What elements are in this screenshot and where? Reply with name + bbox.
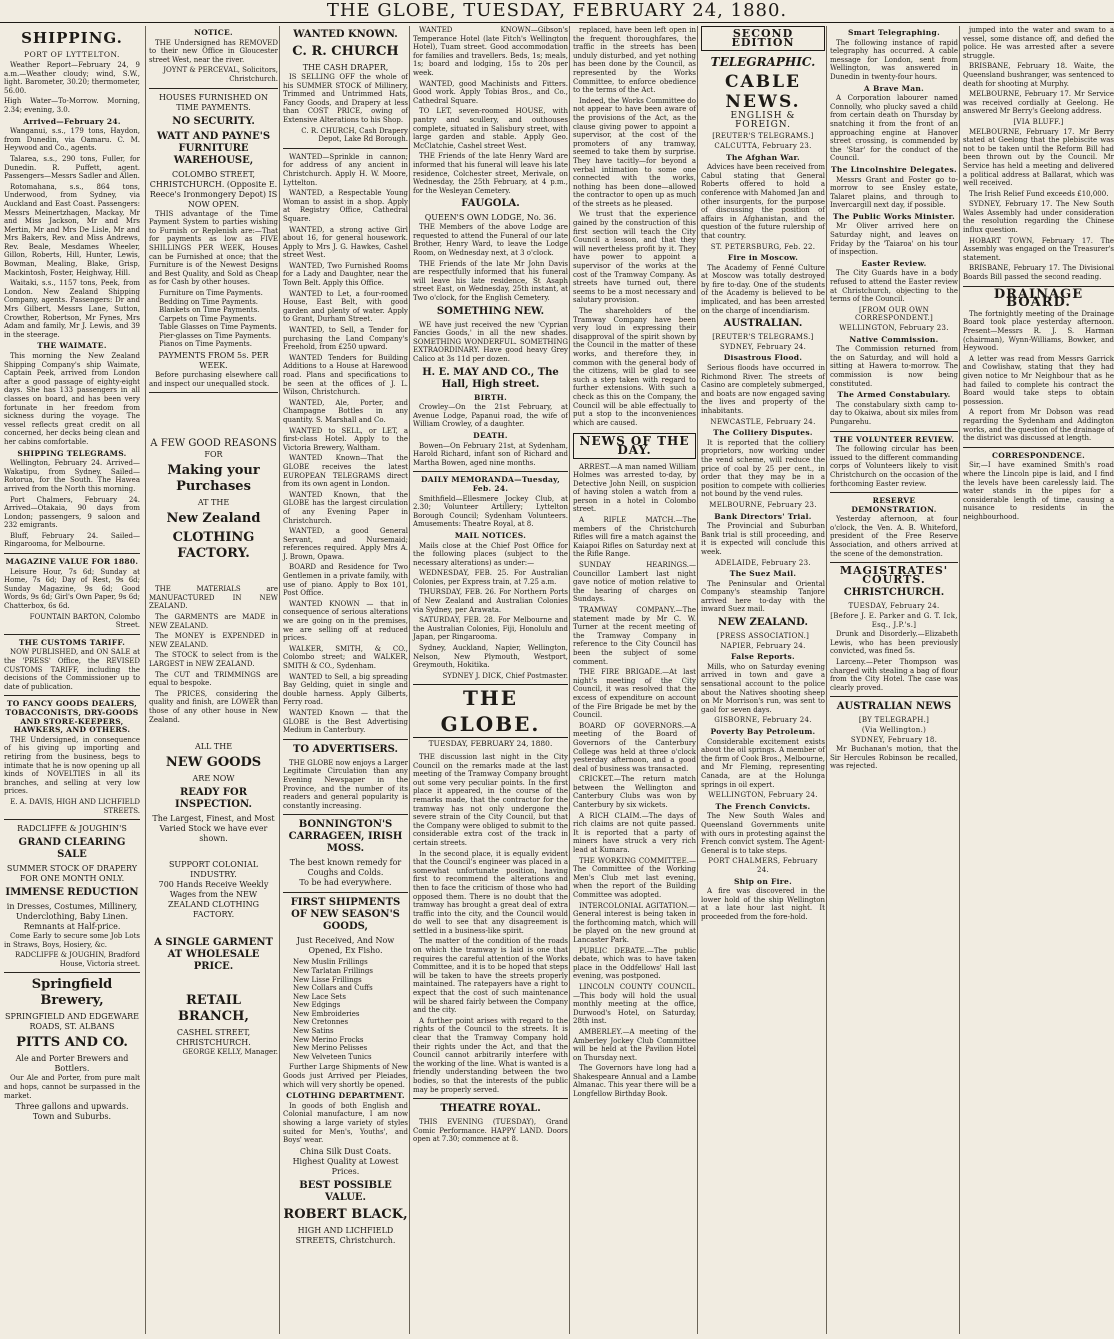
wanted-item: WANTED to SELL, or LET, a first-class Hotel. Apply to the Victoria Brewery, Waltham. <box>283 426 408 452</box>
wanted-item: WANTED, a good General Servant, and Nursemaid; references required. Apply Mrs A. J. Brown, Opawa. <box>283 527 408 561</box>
immense-sub: in Dresses, Costumes, Millinery, Underclothing, Baby Linen. <box>6 902 138 922</box>
port-heading: PORT OF LYTTELTON. <box>24 50 120 59</box>
volunteer-heading: THE VOLUNTEER REVIEW. <box>833 434 955 444</box>
bonnington-title: BONNINGTON'S CARRAGEEN, IRISH MOSS. <box>288 819 403 855</box>
napier-dateline: NAPIER, February 24. <box>720 641 806 650</box>
wanted-known-heading: WANTED KNOWN. <box>293 29 398 40</box>
pitts-sub: Ale and Porter Brewers and Bottlers. <box>15 1054 129 1074</box>
editorial-continued: We trust that the experience gained by the construction of this first section will teach the City Council a lesson, and that they will nevertheless profit by it. They have power to appoint a supervisor of the works at the cost of the Tramway Company. As streets have turned out, there seems to be a most necessary and salutary provision. <box>573 210 696 305</box>
editorial-paragraph: A further point arises with regard to the rights of the Council to the streets. It is clear that the Tramway Company hold their rights under the Act, and that the Council cannot arbitrarily interfere with the working of the line. What is wanted is a friendly understanding between the two bodies, so that the interests of the public may be properly served. <box>413 1016 568 1094</box>
watt-heading: WATT AND PAYNE'S FURNITURE WAREHOUSE, <box>156 130 271 166</box>
christchurch-heading: CHRISTCHURCH. <box>843 587 945 599</box>
cleared-text: Talarea, s.s., 290 tons, Fuller, for Dunedin. R. Puffett, agent. Passengers—Messrs Sadler and Allen. <box>4 154 140 181</box>
wanted-item: WANTED Known—That the GLOBE receives the latest EUROPEAN TELEGRAMS direct from its own agent in London. <box>283 454 408 489</box>
portch-dateline: PORT CHALMERS, February 24. <box>708 857 818 874</box>
may-and-co: H. E. MAY AND CO., The Hall, High street. <box>422 366 559 390</box>
fire-text: The Academy of Fenné Culture at Moscow was totally destroyed by fire to-day. One of the students of the Academy is believed to be implicated, and has been arrested on the charge of incendiarism. <box>701 263 825 315</box>
church-body: IS SELLING OFF the whole of his SUMMER STOCK of Millinery, Trimmed and Untrimmed Hats, Fancy Goods, and Drapery at less than COST PRICE, owing of Extensive Alterations to his Shop. <box>283 73 408 124</box>
ship-fire-text: A fire was discovered in the lower hold of the ship Wellington at a late hour last night. It proceeded from the fore-hold. <box>701 887 825 921</box>
pitts-title: PITTS AND CO. <box>16 1035 128 1051</box>
pitts-note: Our Ale and Porter, from pure malt and hops, cannot be surpassed in the market. <box>4 1074 140 1100</box>
watt-list <box>159 289 278 349</box>
goods-e: The Largest, Finest, and Most Varied Stock we have ever shown. <box>152 814 275 844</box>
column-courts <box>826 26 961 1334</box>
news-of-day-heading: NEWS OF THE DAY. <box>573 433 696 458</box>
brave-heading: A Brave Man. <box>863 83 925 93</box>
list-item: New Velveteen Tunics <box>293 1052 372 1061</box>
wanted-item: WANTED to Let, a four-roomed House, East Belt, with good garden and plenty of water. Apply to Grant, Durham Street. <box>283 289 408 324</box>
nz-sub: [PRESS ASSOCIATION.] <box>716 632 810 641</box>
bonnington-sub2: To be had everywhere. <box>299 878 392 888</box>
news-item: LINCOLN COUNTY COUNCIL.—This body will hold the usual monthly meeting at the office, Durwood's Hotel, on Saturday, 28th inst. <box>573 982 696 1026</box>
list-item: Pier-glasses on Time Payments. <box>159 331 272 340</box>
news-item: PUBLIC DEBATE.—The public debate, which was to have taken place in the Oddfellows' Hall last evening, was postponed. <box>573 946 696 981</box>
news-item: BOARD OF GOVERNORS.—A meeting of the Board of Governors of the Canterbury College was held at three o'clock yesterday afternoon, and a good deal of business was transacted. <box>573 721 696 773</box>
fancy-heading: TO FANCY GOODS DEALERS, TOBACCONISTS, DRY-GOODS AND STORE-KEEPERS, HAWKERS, AND OTHERS. <box>5 699 139 735</box>
easter-heading: Easter Review. <box>861 258 927 268</box>
radcliffe-name: RADCLIFFE & JOUGHIN'S <box>17 824 127 834</box>
column-ads-furniture <box>145 26 281 1334</box>
highest-text: Highest Quality at Lowest Prices. <box>292 1156 399 1176</box>
cable-news-banner: CABLE NEWS. <box>725 72 801 113</box>
hands: 700 Hands Receive Weekly Wages from the NEW ZEALAND CLOTHING FACTORY. <box>158 880 269 920</box>
native-text: The Commission returned from the on Saturday, and will hold a sitting at Hawera to-morrow. The commission is now being constituted. <box>830 345 958 388</box>
column-news-of-day <box>569 26 699 1334</box>
wanted-item: WANTED, a Respectable Young Woman to assist in a shop. Apply at Registry Office, Cathedral Square. <box>283 189 408 223</box>
retail-address: CASHEL STREET, CHRISTCHURCH. <box>176 1028 251 1048</box>
calcutta-dateline: CALCUTTA, February 23. <box>714 141 812 150</box>
news-item: TRAMWAY COMPANY.—The statement made by Mr C. W. Turner at the recent meeting of the Tramway Company in reference to the City Council has been the subject of some comment. <box>573 606 696 666</box>
column-wanted <box>279 26 411 1334</box>
wellington2-dateline: WELLINGTON, February 23. <box>839 324 949 332</box>
drunk-text: Drunk and Disorderly.—Elizabeth Lewis, who has been previously convicted, was fined 5s. <box>830 630 958 656</box>
first-sub: Just Received, And Now Opened, Ex Fisho. <box>296 936 395 956</box>
masthead: THE GLOBE, TUESDAY, FEBRUARY 24, 1880. <box>0 0 1114 23</box>
fancy-sig: E. A. DAVIS, HIGH AND LICHFIELD STREETS. <box>10 797 140 815</box>
list-item: New Collars and Cuffs <box>293 984 373 993</box>
watt-address: COLOMBO STREET, CHRISTCHURCH. (Opposite E. Reece's Ironmongery Depot) IS NOW OPEN. <box>149 169 278 209</box>
fancy-text: THE Undersigned, in consequence of his giving up importing and retiring from the business, begs to intimate that he is now opening up all kinds of NOVELTIES in all its branches, and selling at very low prices. <box>4 735 140 796</box>
editorial-continued: The shareholders of the Tramway Company have been very loud in expressing their disapproval of the spirit shown by the Council in the matter of these works, and therefore they, in common with the general body of the citizens, will be glad to see such a step taken with regard to further extensions. With such a check as this on the Company, the Council will be able effectually to put a stop to the inconveniences which are caused. <box>573 307 696 427</box>
reason-2: The GARMENTS are MADE in NEW ZEALAND. <box>149 613 278 630</box>
goods-b: NEW GOODS <box>165 755 262 771</box>
list-item: Carpets on Time Payments. <box>159 314 257 323</box>
list-item: New Merino Frocks <box>293 1035 364 1044</box>
arrived-heading: Arrived—February 24. <box>23 116 121 126</box>
reserve-text: Yesterday afternoon, at four o'clock, the Ven. A. B. Whiteford, president of the Free Reserve Association, and others arrived at the scene of the demonstration. <box>830 515 958 558</box>
classified-item: TO LET, seven-roomed HOUSE, with pantry and scullery, and outhouses complete, situated in Salisbury street, with large garden and stable. Apply Geo. McClatchie, Cashel street West. <box>413 107 568 150</box>
column-telegraphic <box>697 26 828 1334</box>
waimate-heading: THE WAIMATE. <box>37 341 107 351</box>
public-heading: The Public Works Minister. <box>832 211 955 221</box>
wanted-item: WANTED, Ale, Porter, and Champagne Bottles in any quantity. S. Marshall and Co. <box>283 398 408 424</box>
continued-text: MELBOURNE, February 17. Mr Service was received cordially at Geelong. He answered Mr Berry's Geelong address. <box>963 90 1114 116</box>
bonnington-sub: The best known remedy for Coughs and Colds. <box>289 858 402 878</box>
mail-heading: MAIL NOTICES. <box>454 530 527 540</box>
retail-sig: GEORGE KELLY, Manager. <box>182 1048 278 1057</box>
list-item: Pianos on Time Payments. <box>159 340 252 349</box>
globe-date: TUESDAY, FEBRUARY 24, 1880. <box>428 739 553 749</box>
adelaide-dateline: ADELAIDE, February 23. <box>715 558 811 567</box>
smart-text: The following instance of rapid telegraphy has occurred. A cable message for London, sent from Wellington, was answered in Dunedin in twenty-four hours. <box>830 38 958 81</box>
drainage-text: The fortnightly meeting of the Drainage Board took place yesterday afternoon. Present—Messrs R. J. S. Harman (chairman), Wynn-Williams, Bowker, and Heywood. <box>963 309 1114 353</box>
early-text: Come Early to secure some Job Lots in Straws, Boys, Hosiery, &c. <box>4 932 140 949</box>
no-security: NO SECURITY. <box>172 115 255 127</box>
clothing-text: In goods of both English and Colonial manufacture, I am now showing a large variety of styles suited for Men's, Youths', and Boys' wear. <box>283 1101 408 1145</box>
wanted-item: WANTED, to Sell, a Tender for purchasing the Land Company's Freehold, from £250 upward. <box>283 326 408 352</box>
australian-sub: [REUTER'S TELEGRAMS.] <box>712 333 814 342</box>
brisbane-text: BRISBANE, February 17. The Divisional Boards Bill passed the second reading. <box>963 264 1114 282</box>
continued-text: jumped into the water and swam to a vessel, some distance off, and defied the police. He was arrested after a severe struggle. <box>963 26 1114 60</box>
chief-text: China Silk Dust Coats. <box>299 1146 392 1156</box>
classified-item: THE Friends of the late Mr John Davis are respectfully informed that his funeral will leave his late residence, St Asaph street East, on Wednesday, 25th instant, at Two o'clock, for the English Cemetery. <box>413 259 568 303</box>
bank-heading: Bank Directors' Trial. <box>714 511 812 521</box>
english-foreign-banner: ENGLISH & FOREIGN. <box>730 111 796 130</box>
goods-c: ARE NOW <box>192 774 235 784</box>
payments-heading: PAYMENTS FROM 5s. PER WEEK. <box>158 351 269 371</box>
editorial-paragraph: THE discussion last night in the City Council on the remarks made at the last meeting of the Tramway Company brought out some very peculiar points. In the first place it appeared, in the course of the remarks made, that the contractor for the tramway has not only undergone the severe strain of the City Council, but that the Company were obliged to submit to the considerable extra cost of the track in certain streets. <box>413 753 568 847</box>
list-item: New Lisse Frillings <box>293 975 362 984</box>
retail-branch: RETAIL BRANCH, <box>178 993 249 1025</box>
magistrates-heading: MAGISTRATES' COURTS. <box>839 564 949 586</box>
robert-black: ROBERT BLACK, <box>283 1206 408 1222</box>
list-item: New Edgings <box>293 1001 341 1010</box>
reserve-heading: RESERVE DEMONSTRATION. <box>851 496 937 514</box>
payments-note: Before purchasing elsewhere call and inspect our unequalled stock. <box>149 371 278 388</box>
editorial-continued: replaced, have been left open in the frequent thoroughfares, the traffic in the streets has been unduly disturbed, and yet nothing has been done by the Council, as represented by the Works Committee, to enforce obedience to the terms of the Act. <box>573 26 696 95</box>
ship-fire-heading: Ship on Fire. <box>733 876 793 886</box>
wellington-dateline: WELLINGTON, February 24. <box>708 791 818 800</box>
hobart-text: HOBART TOWN, February 17. The Assembly was engaged on the Treasurer's statement. <box>963 236 1114 262</box>
wanted-item: WANTED—Sprinkle in cannon; for address of any ancient in Christchurch. Apply H. W. Moore, Lyttelton. <box>283 152 408 187</box>
french-text: The New South Wales and Queensland Governments unite with ours in protesting against the French convict system. The Agent-General is to take steps. <box>701 812 825 855</box>
poverty-text: Considerable excitement exists about the oil springs. A member of the firm of Cook Bros., Melbourne, and Mr Fleming, representing Canada, are at the Holunga springs in oil expert. <box>701 737 825 789</box>
first-note: Further Large Shipments of New Goods just Arrived per Pleiades, which will very shortly be opened. <box>283 1063 408 1089</box>
column-drainage <box>959 26 1114 1334</box>
reason-6: The PRICES, considering the quality and finish, are LOWER than those of any other house in New Zealand. <box>149 689 278 724</box>
via-bluff: [VIA BLUFF.] <box>1013 117 1064 126</box>
napier-heading: False Reports. <box>731 652 795 662</box>
australian-heading: AUSTRALIAN. <box>723 318 803 330</box>
pitts-gallons: Three gallons and upwards. Town and Suburbs. <box>15 1102 129 1122</box>
french-heading: The French Convicts. <box>715 801 811 811</box>
drainage-heading: DRAINAGE BOARD. <box>993 286 1084 311</box>
aus-news-date: SYDNEY, February 18. <box>850 735 938 744</box>
stpete-dateline: ST. PETERSBURG, Feb. 22. <box>710 242 816 251</box>
mail-item: WEDNESDAY, FEB. 25. For Australian Colonies, per Express train, at 7.25 a.m. <box>413 569 568 586</box>
magazine-heading: MAGAZINE VALUE FOR 1880. <box>5 557 139 567</box>
mail-item: Sydney, Auckland, Napier, Wellington, Nelson, New Plymouth, Westport, Greymouth, Hokitika. <box>413 644 568 670</box>
clothing-heading: CLOTHING DEPARTMENT. <box>286 1091 405 1101</box>
death-text: Bowen—On February 21st, at Sydenham, Harold Richard, infant son of Richard and Martha Bowen, aged nine months. <box>413 441 568 467</box>
support: SUPPORT COLONIAL INDUSTRY. <box>168 860 259 880</box>
death-heading: DEATH. <box>473 430 508 440</box>
column-shipping <box>4 26 143 1334</box>
fountain-sig: FOUNTAIN BARTON, Colombo Street. <box>29 612 140 630</box>
news-item: CRICKET.—The return match between the Wellington and Canterbury Clubs was won by Canterbury by six wickets. <box>573 775 696 810</box>
aus-news-heading: AUSTRALIAN NEWS <box>836 701 952 713</box>
wanted-item: WALKER, SMITH, & CO., Colombo street; and WALKER, SMITH & CO., Sydenham. <box>283 644 408 670</box>
something-body: WE have just received the new 'Cyprian Fancies Goods,' in all the new shades. SOMETHING WONDERFUL. SOMETHING EXTRAORDINARY. Have good heavy Grey Calico at 3s 11d per dozen. <box>413 320 568 363</box>
bank-text: The Provincial and Suburban Bank trial is still proceeding, and it is expected will conclude this week. <box>701 522 825 556</box>
mail-item: THURSDAY, FEB. 26. For Northern Ports of New Zealand and Australian Colonies via Sydney, per Arawata. <box>413 588 568 614</box>
mail-item: SATURDAY, FEB. 28. For Melbourne and the Australian Colonies, Fiji, Honolulu and Japan, per Ringarooma. <box>413 616 568 642</box>
notice-sig: JOYNT & PERCEVAL, Solicitors, Christchurch. <box>163 66 278 83</box>
waitaki-text: Waitaki, s.s., 1157 tons, Peek, from London. New Zealand Shipping Company, agents. Passengers: Dr and Mrs Gilbert, Messrs Lane, Sutton, Crowther, Robertson, Mr Fynes, Mrs Adam and family, Mr J. Lewis, and 39 in the steerage. <box>4 279 140 339</box>
wanted-item: BOARD and Residence for Two Gentlemen in a private family, with use of piano. Apply to Box 101, Post Office. <box>283 563 408 598</box>
church-title: C. R. CHURCH <box>292 44 399 59</box>
reason-4: The STOCK to select from is the LARGEST in NEW ZEALAND. <box>149 651 278 668</box>
afghan-heading: The Afghan War. <box>726 152 800 162</box>
notice-heading: NOTICE. <box>194 28 233 37</box>
colliery-text: It is reported that the colliery proprietors, now working under the vend scheme, will reduce the price of coal by 25 per cent., in order that they may be in a position to compete with collieries not bound by the vend rules. <box>701 438 825 499</box>
wanted-item: WANTED to Sell, a big spreading Bay Gelding, quiet in single and double harness. Apply Gilberts, Ferry road. <box>283 672 408 707</box>
mail-text: Mails close at the Chief Post Office for the following places (subject to the necessary alterations) as under:— <box>413 541 568 567</box>
reasons-c: Making your Purchases <box>167 463 260 495</box>
easter-text: The City Guards have in a body refused to attend the Easter review at Christchurch, objecting to the terms of the Council. <box>830 269 958 304</box>
lincoln-text: Messrs Grant and Foster go to-morrow to see Ensley estate, Talaret plains, and through to Invercargill next day, if possible. <box>830 175 958 210</box>
public-text: Mr Oliver arrived here on Saturday night, and leaves on Friday by the 'Taiaroa' on his tour of inspection. <box>830 222 958 257</box>
news-item: A RICH CLAIM.—The days of rich claims are not quite passed. It is reported that a party of miners have struck a very rich lead at Kumara. <box>573 811 696 855</box>
immense-reduction: IMMENSE REDUCTION <box>5 887 139 899</box>
tariff-heading: THE CUSTOMS TARIFF. <box>18 637 126 647</box>
something-new: SOMETHING NEW. <box>436 305 545 317</box>
globe-title: THE GLOBE. <box>413 684 568 738</box>
gisborne-dateline: GISBORNE, February 24. <box>714 716 812 725</box>
via-bluff-text: MELBOURNE, February 17. Mr Berry stated at Geelong that the plebiscite was not to be taken until the Reform Bill had been thrown out by the Council. Mr Service has held a meeting and delivered a political address at Ballarat, which was well received. <box>963 127 1114 188</box>
editorial-paragraph: The matter of the condition of the roads on which the tramway is laid is one that requires the careful attention of the Works Committee, and it is to be hoped that steps will be taken to have the streets properly maintained. The ratepayers have a right to expect that the cost of such maintenance will be shared fairly between the Company and the city. <box>413 937 568 1015</box>
first-shipments: FIRST SHIPMENTS OF NEW SEASON'S GOODS, <box>290 897 401 933</box>
magazine-text: Leisure Hour, 7s 6d; Sunday at Home, 7s 6d; Day of Rest, 9s 6d; Sunday Magazine, 9s 6d; Good Words, 9s 6d; Girl's Own Paper, 9s 6d; Chatterbox, 6s 6d. <box>4 567 140 611</box>
afghan-text: Advices have been received from Cabul stating that General Roberts offered to hold a conference with Mahomed Jan and other insurgents, for the purpose of discussing the position of affairs in Afghanistan, and the question of the future rulership of that country. <box>701 163 825 240</box>
first-list <box>293 958 408 1061</box>
shipping-heading: SHIPPING. <box>21 29 123 47</box>
sydney-dateline: SYDNEY, February 24. <box>719 342 807 351</box>
reason-3: The MONEY is EXPENDED in NEW ZEALAND. <box>149 632 278 649</box>
drainage-text-3: A report from Mr Dobson was read regarding the Sydenham and Addington works, and the question of the drainage of the district was discussed at length. <box>963 408 1114 443</box>
houses-heading: HOUSES FURNISHED ON TIME PAYMENTS. <box>159 92 268 112</box>
news-item: INTERCOLONIAL AGITATION.—General interest is being taken in the forthcoming match, which will be played on the new ground at Lancaster Park. <box>573 901 696 944</box>
wanted-item: WANTED Known, that the GLOBE has the largest circulation of any Evening Paper in Christchurch. <box>283 490 408 525</box>
wanted-item: WANTED Known — that the GLOBE is the Best Advertising Medium in Canterbury. <box>283 708 408 735</box>
christchurch-date: TUESDAY, February 24. <box>848 602 940 611</box>
reason-1: THE MATERIALS are MANUFACTURED IN NEW ZEALAND. <box>149 585 278 611</box>
single-garment: A SINGLE GARMENT AT WHOLESALE PRICE. <box>154 937 273 973</box>
armed-text: The constabulary sixth camp to-day to Okaiwa, about six miles from Pungarehu. <box>830 400 958 426</box>
reasons-f: CLOTHING FACTORY. <box>172 530 255 562</box>
napier-text: Mills, who on Saturday evening arrived in town and gave a sensational account to the police about the Natives shooting sheep on Mr Morrison's run, was sent to gaol for seven days. <box>701 662 825 714</box>
news-item: ARREST.—A man named William Holmes was arrested to-day, by Detective John Neill, on suspicion of having stolen a watch from a person in a hotel in Colombo street. <box>573 462 696 514</box>
goods-d: READY FOR INSPECTION. <box>175 787 252 811</box>
melbourne-dateline: MELBOURNE, February 23. <box>709 500 817 509</box>
aus-news-text: Mr Buchanan's motion, that the Sir Hercules Robinson be recalled, was rejected. <box>830 745 958 771</box>
telegram-3: Bluff, February 24. Sailed—Ringarooma, for Melbourne. <box>4 531 140 549</box>
native-heading: Native Commission. <box>849 334 939 344</box>
news-item: AMBERLEY.—A meeting of the Amberley Jockey Club Committee will be held at the Pavilion Hotel on Thursday next. <box>573 1027 696 1062</box>
list-item: Table Glasses on Time Payments. <box>159 323 277 332</box>
poverty-heading: Poverty Bay Petroleum. <box>710 727 816 736</box>
suez-text: The Peninsular and Oriental Company's steamship Tanjore arrived here to-day with the inward Suez mail. <box>701 579 825 614</box>
nz-heading: NEW ZEALAND. <box>718 617 808 629</box>
mail-sig: SYDNEY J. DICK, Chief Postmaster. <box>442 671 568 680</box>
list-item: Furniture on Time Payments. <box>159 288 263 297</box>
list-item: New Merino Pelisses <box>293 1044 368 1053</box>
weather-report: Weather Report—February 24, 9 a.m.—Weather cloudy; wind, S.W., light. Barometer, 30.20; thermometer, 56.00. <box>4 61 140 95</box>
news-item: The Governors have long had a Shakespeare Annual and a Lambe Almanac. This year there will be a Longfellow Birthday Book. <box>573 1064 696 1099</box>
tariff-text: NOW PUBLISHED, and ON SALE at the 'PRESS' Office, the REVISED CUSTOMS TARIFF, including the decisions of the Commissioner up to date of publication. <box>4 648 140 691</box>
notice-text: THE Undersigned has REMOVED to their new Office in Gloucester street West, near the river. <box>149 38 278 64</box>
daily-heading: DAILY MEMORANDA—Tuesday, Feb. 24. <box>420 475 561 493</box>
theatre-text: THIS EVENING (TUESDAY), Grand Comic Performance. HAPPY LAND. Doors open at 7.30; commence at 8. <box>413 1118 568 1144</box>
radcliffe-sig: RADCLIFFE & JOUGHIN, Bradford House, Victoria street. <box>14 951 140 968</box>
armed-heading: The Armed Constabulary. <box>837 390 951 400</box>
church-sub: THE CASH DRAPER, <box>302 63 389 72</box>
telegram-1: Wellington, February 24. Arrived—Wakatipu, from Sydney. Sailed—Rotorua, for the South. The Hawea arrived from the North this morning. <box>4 459 140 493</box>
fire-heading: Fire in Moscow. <box>727 253 799 263</box>
continued-text: BRISBANE, February 18. Waite, the Queensland bushranger, was sentenced to death for shooting at Murphy. <box>963 62 1114 88</box>
faugola: FAUGOLA. <box>461 198 520 210</box>
sale-sub: SUMMER STOCK OF DRAPERY FOR ONE MONTH ONLY. <box>6 864 138 884</box>
list-item: Blankets on Time Payments. <box>159 306 260 315</box>
lincoln-heading: The Lincolnshire Delegates. <box>831 164 957 174</box>
reason-5: The CUT and TRIMMINGS are equal to bespoke. <box>149 670 278 688</box>
goods-a: ALL THE <box>194 742 233 752</box>
wanted-item: WANTED, a strong active Girl about 16, for general housework. Apply to Mrs J. G. Hawkes, Cashel street West. <box>283 225 408 260</box>
colliery-heading: The Colliery Disputes. <box>713 428 813 438</box>
classified-item: THE Friends of the late Henry Ward are informed that his funeral will leave his late residence, Colchester street, Merivale, on Wednesday, the 25th February, at 4 p.m., for the Wesleyan Cemetery. <box>413 152 568 195</box>
correspondence-text: Sir,—I have examined Smith's road where the Lincoln pipe is laid, and I find the levels have been carelessly laid. The water stands in the pipes for a considerable length of time, causing a nuisance to residents in the neighbourhood. <box>963 461 1114 521</box>
best-price: BEST POSSIBLE VALUE. <box>299 1179 392 1203</box>
column-globe-editorial <box>409 26 571 1334</box>
church-sig: C. R. CHURCH, Cash Drapery Depot, Lake Rd Borough. <box>301 126 408 144</box>
wanted-item: WANTED KNOWN — that in consequence of serious alterations we are going on in the premises, we are selling off at reduced prices. <box>283 599 408 643</box>
telegrams-heading: SHIPPING TELEGRAMS. <box>17 448 127 458</box>
wanted-item: WANTED, Two Furnished Rooms for a Lady and Daughter, near the Town Belt. Apply this Office. <box>283 261 408 288</box>
brewery-title: Springfield Brewery, <box>31 977 113 1009</box>
flood-heading: Disastrous Flood. <box>723 353 803 363</box>
theatre-heading: THEATRE ROYAL. <box>440 1103 541 1115</box>
second-edition: SECOND EDITION <box>701 26 825 51</box>
editorial-paragraph: In the second place, it is equally evident that the Council's engineer was placed in a somewhat unfortunate position, having first to recommend the alterations and then to face the criticism of those who had opposed them. There is no doubt that the tramway has brought a great deal of extra traffic into the city, and the Council would do well to see that any disagreement is settled in a business-like spirit. <box>413 849 568 935</box>
robert-address: HIGH AND LICHFIELD STREETS, Christchurch. <box>295 1225 396 1245</box>
daily-text: Smithfield—Ellesmere Jockey Club, at 2.30; Volunteer Artillery; Lyttelton Borough Council; Sydenham Volunteers. Amusements: Theatre Royal, at 8. <box>413 494 568 529</box>
nsw-text: SYDNEY, February 17. The New South Wales Assembly had under consideration the resolution regarding the Chinese influx question. <box>963 200 1114 235</box>
reuter-line: [REUTER'S TELEGRAMS.] <box>712 132 814 141</box>
classified-item: WANTED KNOWN—Gibson's Temperance Hotel (late Fitch's Wellington Hotel), Tuam street. Good accommodation for families and travellers. Beds, 1s; meals, 1s; board and lodging, 15s to 20s per week. <box>413 26 568 77</box>
flood-text: Serious floods have occurred in Richmond River. The streets of Casino are completely submerged, and boats are now engaged saving the lives and property of the inhabitants. <box>701 364 825 415</box>
drainage-text-2: A letter was read from Messrs Garrick and Cowlishaw, stating that they had given notice to Mr Neighbour that as he had failed to complete his contract the Board would take steps to obtain possession. <box>963 354 1114 406</box>
news-item: THE WORKING COMMITTEE.—The Committee of the Working Men's Club met last evening, when the report of the Building Committee was adopted. <box>573 856 696 899</box>
waimate-text: This morning the New Zealand Shipping Company's ship Waimate, Captain Peek, arrived from London after a good passage of eighty-eight days. She has 133 passengers in all classes on board, and has been very fortunate in her freedom from sickness during the voyage. The vessel reflects great credit on all concerned, her decks being clean and her cabins comfortable. <box>4 352 140 446</box>
aus-news-sub: [BY TELEGRAPH.] <box>858 716 930 725</box>
volunteer-text: The following circular has been issued to the different commanding corps of Volunteers likely to visit Christchurch on the occasion of the forthcoming Easter review. <box>830 445 958 488</box>
telegraphic-banner: TELEGRAPHIC. <box>710 55 816 70</box>
brave-text: A Corporation labourer named Connolly, who plucky saved a child from certain death on Thursday by snatching it from the front of an approaching engine at Hanover street crossing, is commended by the 'Star' for the conduct of the Council. <box>830 94 958 163</box>
wanted-item: WANTED Tenders for Building Additions to a House at Harewood road. Plans and specifications to be seen at the offices of J. L. Wilson, Christchurch. <box>283 353 408 397</box>
list-item: New Muslin Frillings <box>293 958 368 967</box>
list-item: Bedding on Time Payments. <box>159 297 259 306</box>
list-item: New Cretonnes <box>293 1018 349 1027</box>
list-item: New Lace Sets <box>293 992 346 1001</box>
smart-heading: Smart Telegraphing. <box>848 28 940 37</box>
birth-text: Crowley—On the 21st February, at Avenue Lodge, Papanui road, the wife of William Crowley, of a daughter. <box>413 403 568 429</box>
list-item: New Satins <box>293 1027 334 1036</box>
bench-line: [Before J. E. Parker and G. T. Ick, Esq., J.P.'s.] <box>830 612 958 629</box>
remnants: Remnants at Half-price. <box>23 922 121 932</box>
classified-item: THE Members of the above Lodge are requested to attend the Funeral of our late Brother, Henry Ward, to leave the Lodge Room, on Wednesday next, at 3 o'clock. <box>413 223 568 258</box>
correspondence-heading: CORRESPONDENCE. <box>991 450 1085 460</box>
arrived-text: Wanganui, s.s., 179 tons, Haydon, from Dunedin, via Oamaru. C. M. Heywood and Co., agents. <box>4 127 140 153</box>
ourcorr-line: [FROM OUR OWN CORRESPONDENT.] <box>854 305 934 323</box>
queen-lodge: QUEEN'S OWN LODGE, No. 36. <box>424 213 557 223</box>
brewery-sub: SPRINGFIELD AND EDGEWARE ROADS, ST. ALBANS <box>5 1012 139 1032</box>
list-item: New Tarlatan Frillings <box>293 966 374 975</box>
advertisers-heading: TO ADVERTISERS. <box>292 743 399 755</box>
reasons-e: New Zealand <box>166 511 261 527</box>
aus-news-via: (Via Wellington.) <box>861 725 927 734</box>
passengers-text: Rotomahana, s.s., 864 tons, Underwood, from Sydney, via Auckland and East Coast. Passengers: Messrs Meinertzhagen, Mackay, Mr and Miss Jackson, Mr and Mrs Mertin, Mr and Mrs De Lisle, Mr and Mrs Bakers, Rev. and Miss Andrews, Rev. Beale, Mesdames Wheeler, Gillon, Roberts, Hill, Hunter, Lewis, Bowman, Mealing, Blake, Grisp, Mackintosh, Foster, Heighway, Hill. <box>4 182 140 277</box>
high-water: High Water—To-Morrow. Morning, 2.34; evening, 3.0. <box>4 97 140 114</box>
telegram-2: Port Chalmers, February 24. Arrived—Otakaia, 90 days from London; passengers, 9 saloon and 232 emigrants. <box>4 495 140 530</box>
reasons-a: A FEW GOOD REASONS <box>150 438 277 450</box>
watt-body: THIS advantage of the Time Payment System to parties wishing to Furnish or Replenish are:—That for payments as low as FIVE SHILLINGS PER WEEK, Houses can be Furnished at once; that the Furniture is of the Newest Designs and Best Quality, and Sold as Cheap as for Cash by other houses. <box>149 209 278 287</box>
news-item: THE FIRE BRIGADE.—At last night's meeting of the City Council, it was resolved that the excess of expenditure on account of the Fire Brigade be met by the Council. <box>573 668 696 720</box>
advertisers-text: THE GLOBE now enjoys a Larger Legitimate Circulation than any Evening Newspaper in the Province, and the number of its readers and general popularity is constantly increasing. <box>283 758 408 810</box>
news-item: SUNDAY HEARINGS.—Councillor Lambert last night gave notice of motion relative to the hearing of charges on Sundays. <box>573 561 696 604</box>
newcastle-dateline: NEWCASTLE, February 24. <box>710 417 816 426</box>
irish-relief: The Irish Relief Fund exceeds £10,000. <box>969 189 1109 198</box>
classified-item: WANTED, good Machinists and Fitters. Good work. Apply Tobias Bros., and Co., Cathedral Square. <box>413 79 568 105</box>
reasons-d: AT THE <box>197 498 230 508</box>
clearing-sale: GRAND CLEARING SALE <box>18 837 126 861</box>
editorial-continued: Indeed, the Works Committee do not appear to have been aware of the provisions of the Act, as the clause giving power to appoint a supervisor, at the cost of the promoters of any tramway, seemed to take them by surprise. They have tacitly—for beyond a verbal intimation to some one connected with the works, nothing has been done—allowed the contractor to open up as much of the streets as he pleased. <box>573 96 696 208</box>
news-item: A RIFLE MATCH.—The members of the Christchurch Rifles will fire a match against the Kaiapoi Rifles on Saturday next at the Rifle Range. <box>573 516 696 559</box>
list-item: New Embroideries <box>293 1009 360 1018</box>
reasons-b: FOR <box>204 450 223 460</box>
suez-heading: The Suez Mail. <box>729 569 797 579</box>
larceny-text: Larceny.—Peter Thompson was charged with stealing a bag of flour from the City Hotel. The case was clearly proved. <box>830 658 958 692</box>
birth-heading: BIRTH. <box>473 392 508 402</box>
